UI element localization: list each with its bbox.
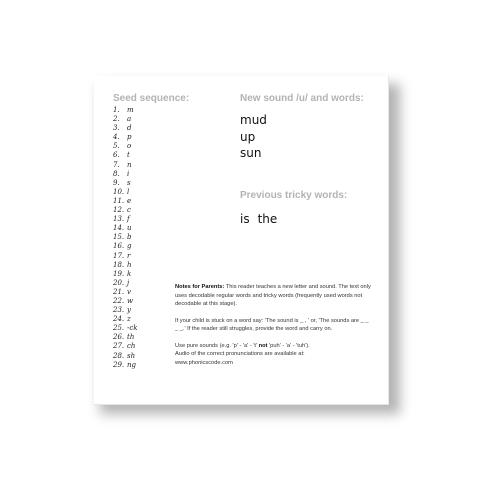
seed-sequence-item — [113, 151, 138, 160]
notes-label: Notes for Parents: — [175, 284, 225, 290]
seed-sequence-item — [113, 324, 138, 333]
tricky-words-heading: Previous tricky words: — [240, 190, 348, 201]
seed-sequence-number: 23. — [113, 306, 125, 315]
seed-sequence-letter: o — [127, 142, 132, 151]
new-sound-word: mud — [240, 113, 267, 127]
seed-sequence-item — [113, 161, 138, 170]
seed-sequence-item — [113, 361, 138, 370]
seed-sequence-letter: g — [127, 242, 132, 251]
seed-sequence-letter: s — [127, 178, 131, 187]
tricky-word: is — [240, 212, 250, 226]
seed-sequence-number: 25. — [113, 324, 125, 333]
seed-sequence-number: 14. — [113, 224, 125, 233]
seed-sequence-item — [113, 252, 138, 261]
seed-sequence-item — [113, 124, 138, 133]
seed-sequence-letter: y — [127, 306, 131, 315]
seed-sequence-number: 22. — [113, 296, 125, 305]
seed-sequence-letter: j — [127, 278, 130, 287]
seed-sequence-number: 12. — [113, 206, 125, 215]
seed-sequence-number: 8. — [113, 169, 120, 178]
seed-sequence-number: 9. — [113, 178, 120, 187]
seed-sequence-item — [113, 170, 138, 179]
pure-sounds-text: Use pure sounds (e.g. 'p' - 'a' - 't' — [175, 342, 259, 349]
seed-sequence-item — [113, 142, 138, 151]
seed-sequence-number: 2. — [113, 115, 120, 124]
seed-sequence-letter: ng — [127, 360, 136, 369]
parent-notes — [175, 283, 371, 375]
book-page — [94, 76, 389, 405]
seed-sequence-letter: k — [127, 269, 132, 278]
seed-sequence-letter: a — [127, 115, 132, 124]
notes-paragraph-2: If your child is stuck on a word say: 'The sound is _ , ' or, 'The sounds are _ _ _ _.' If the reader still struggles, provide the word and carry on. — [175, 317, 369, 333]
seed-sequence-item — [113, 133, 138, 142]
seed-sequence-number: 26. — [113, 333, 125, 342]
seed-sequence-letter: b — [127, 233, 132, 242]
seed-sequence-letter: ch — [127, 342, 136, 351]
seed-sequence-item — [113, 270, 138, 279]
new-sound-word: up — [240, 129, 256, 144]
seed-sequence-letter: l — [127, 187, 130, 196]
notes-paragraph-3 — [175, 342, 371, 368]
seed-sequence-number: 16. — [113, 242, 125, 251]
seed-sequence-item — [113, 297, 138, 306]
seed-sequence-letter: f — [127, 215, 130, 224]
seed-sequence-item — [113, 115, 138, 124]
new-sound-word: sun — [240, 146, 262, 160]
seed-sequence-number: 11. — [113, 196, 125, 205]
seed-sequence-letter: w — [127, 296, 133, 305]
seed-sequence-number: 4. — [113, 133, 120, 142]
seed-sequence-letter: v — [127, 287, 131, 296]
seed-sequence-letter: t — [127, 151, 130, 160]
seed-sequence-letter: h — [127, 260, 132, 269]
not-emphasis: not — [258, 342, 268, 349]
seed-sequence-letter: e — [127, 196, 132, 205]
seed-sequence-number: 19. — [113, 269, 125, 278]
seed-sequence-item — [113, 288, 138, 297]
website-url[interactable]: www.phonicscode.com — [175, 359, 233, 366]
notes-intro-text: This reader teaches a new letter and sound. The text only uses decodable regular words and tricky words (frequently used words not decodable at this stage). — [175, 284, 371, 308]
seed-sequence-number: 15. — [113, 233, 125, 242]
seed-sequence-number: 18. — [113, 260, 125, 269]
tricky-word: the — [257, 212, 278, 226]
seed-sequence-item — [113, 306, 138, 315]
seed-sequence-item — [113, 352, 138, 361]
seed-sequence-number: 13. — [113, 215, 125, 224]
audio-availability-text: Audio of the correct pronunciations are available at: — [175, 351, 305, 358]
seed-sequence-number: 6. — [113, 151, 120, 160]
seed-sequence-number: 5. — [113, 142, 120, 151]
seed-sequence-number: 24. — [113, 315, 125, 324]
seed-sequence-number: 20. — [113, 278, 125, 287]
seed-sequence-item — [113, 106, 138, 115]
pure-sounds-text-end: 'puh' - 'a' - 'tuh'). — [267, 342, 310, 349]
seed-sequence-item — [113, 197, 138, 206]
seed-sequence-letter: d — [127, 124, 132, 133]
seed-sequence-item — [113, 279, 138, 288]
seed-sequence-item — [113, 224, 138, 233]
seed-sequence-letter: th — [127, 333, 135, 342]
seed-sequence-number: 21. — [113, 287, 125, 296]
seed-sequence-item — [113, 188, 138, 197]
seed-sequence-number: 29. — [113, 360, 125, 369]
seed-sequence-letter: n — [127, 160, 132, 169]
seed-sequence-letter: z — [127, 315, 131, 324]
seed-sequence-number: 3. — [113, 124, 120, 133]
new-sound-heading: New sound /u/ and words: — [240, 93, 364, 104]
seed-sequence-item — [113, 315, 138, 324]
seed-sequence-letter: c — [127, 206, 131, 215]
seed-sequence-number: 28. — [113, 351, 125, 360]
seed-sequence-letter: u — [127, 224, 132, 233]
seed-sequence-number: 17. — [113, 251, 125, 260]
new-sound-word-list — [240, 112, 267, 162]
seed-sequence-item — [113, 215, 138, 224]
seed-sequence-number: 7. — [113, 160, 120, 169]
seed-sequence-item — [113, 179, 138, 188]
seed-sequence-item — [113, 342, 138, 351]
seed-sequence-item — [113, 333, 138, 342]
seed-sequence-letter: p — [127, 133, 132, 142]
seed-sequence-heading: Seed sequence: — [113, 93, 190, 104]
tricky-word-list — [240, 212, 285, 226]
seed-sequence-letter: sh — [127, 351, 136, 360]
seed-sequence-letter: -ck — [127, 324, 138, 333]
seed-sequence-item — [113, 233, 138, 242]
seed-sequence-letter: i — [127, 169, 130, 178]
seed-sequence-item — [113, 242, 138, 251]
seed-sequence-number: 27. — [113, 342, 125, 351]
seed-sequence-item — [113, 261, 138, 270]
seed-sequence-list — [113, 106, 138, 370]
seed-sequence-letter: r — [127, 251, 131, 260]
notes-paragraph-1 — [175, 283, 371, 309]
seed-sequence-number: 1. — [113, 106, 120, 114]
seed-sequence-letter: m — [127, 106, 134, 114]
seed-sequence-number: 10. — [113, 187, 125, 196]
seed-sequence-item — [113, 206, 138, 215]
